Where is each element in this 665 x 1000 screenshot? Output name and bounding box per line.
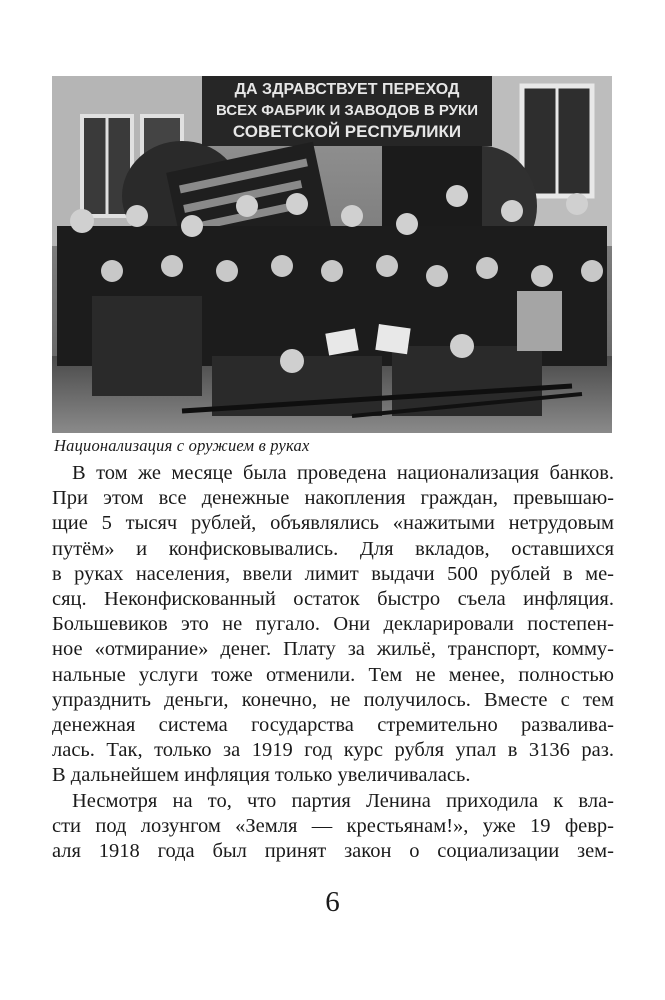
historical-photo	[52, 76, 612, 433]
text-line: сяц. Неконфискованный остаток быстро съела инфляция.	[52, 588, 614, 611]
text-line: В том же месяце была проведена национализация банков.	[72, 462, 614, 484]
text-line: сти под лозунгом «Земля — крестьянам!», уже 19 февр-	[52, 814, 614, 837]
text-line: в руках населения, ввели лимит выдачи 500 рублей в ме-	[52, 562, 614, 585]
text-line: аля 1918 года был принят закон о социализации зем-	[52, 840, 614, 863]
text-line: нальные услуги тоже отменили. Тем не менее, полностью	[52, 663, 614, 686]
text-line: Большевиков это не пугало. Они декларировали постепен-	[52, 613, 614, 636]
paragraph-1	[52, 461, 614, 789]
text-line: При этом все денежные накопления граждан, превышаю-	[52, 487, 614, 510]
text-line: лась. Так, только за 1919 год курс рубля упал в 3136 раз.	[52, 739, 614, 762]
body-text	[52, 461, 614, 864]
photo-caption: Национализация с оружием в руках	[54, 436, 310, 455]
text-line: упразднить деньги, конечно, не получилось. Вместе с тем	[52, 688, 614, 711]
banner-line-3: СОВЕТСКОЙ РЕСПУБЛИКИ	[232, 122, 462, 141]
paragraph-2	[52, 789, 614, 865]
banner-main	[202, 76, 492, 146]
page-number: 6	[325, 886, 340, 918]
text-line: Несмотря на то, что партия Ленина приходила к вла-	[72, 789, 614, 812]
text-line: путём» и конфисковывались. Для вкладов, оставшихся	[52, 537, 614, 560]
banner-line-2: ВСЕХ ФАБРИК И ЗАВОДОВ В РУКИ	[216, 102, 478, 119]
text-line: денежная система государства стремительно разваливa-	[52, 714, 614, 737]
banner-line-1: ДА ЗДРАВСТВУЕТ ПЕРЕХОД	[234, 81, 460, 98]
text-line: В дальнейшем инфляция только увеличивалась.	[52, 764, 471, 787]
text-line: ное «отмирание» денег. Плату за жильё, транспорт, комму-	[52, 638, 614, 661]
text-line: щие 5 тысяч рублей, объявлялись «нажитыми нетрудовым	[52, 512, 614, 535]
